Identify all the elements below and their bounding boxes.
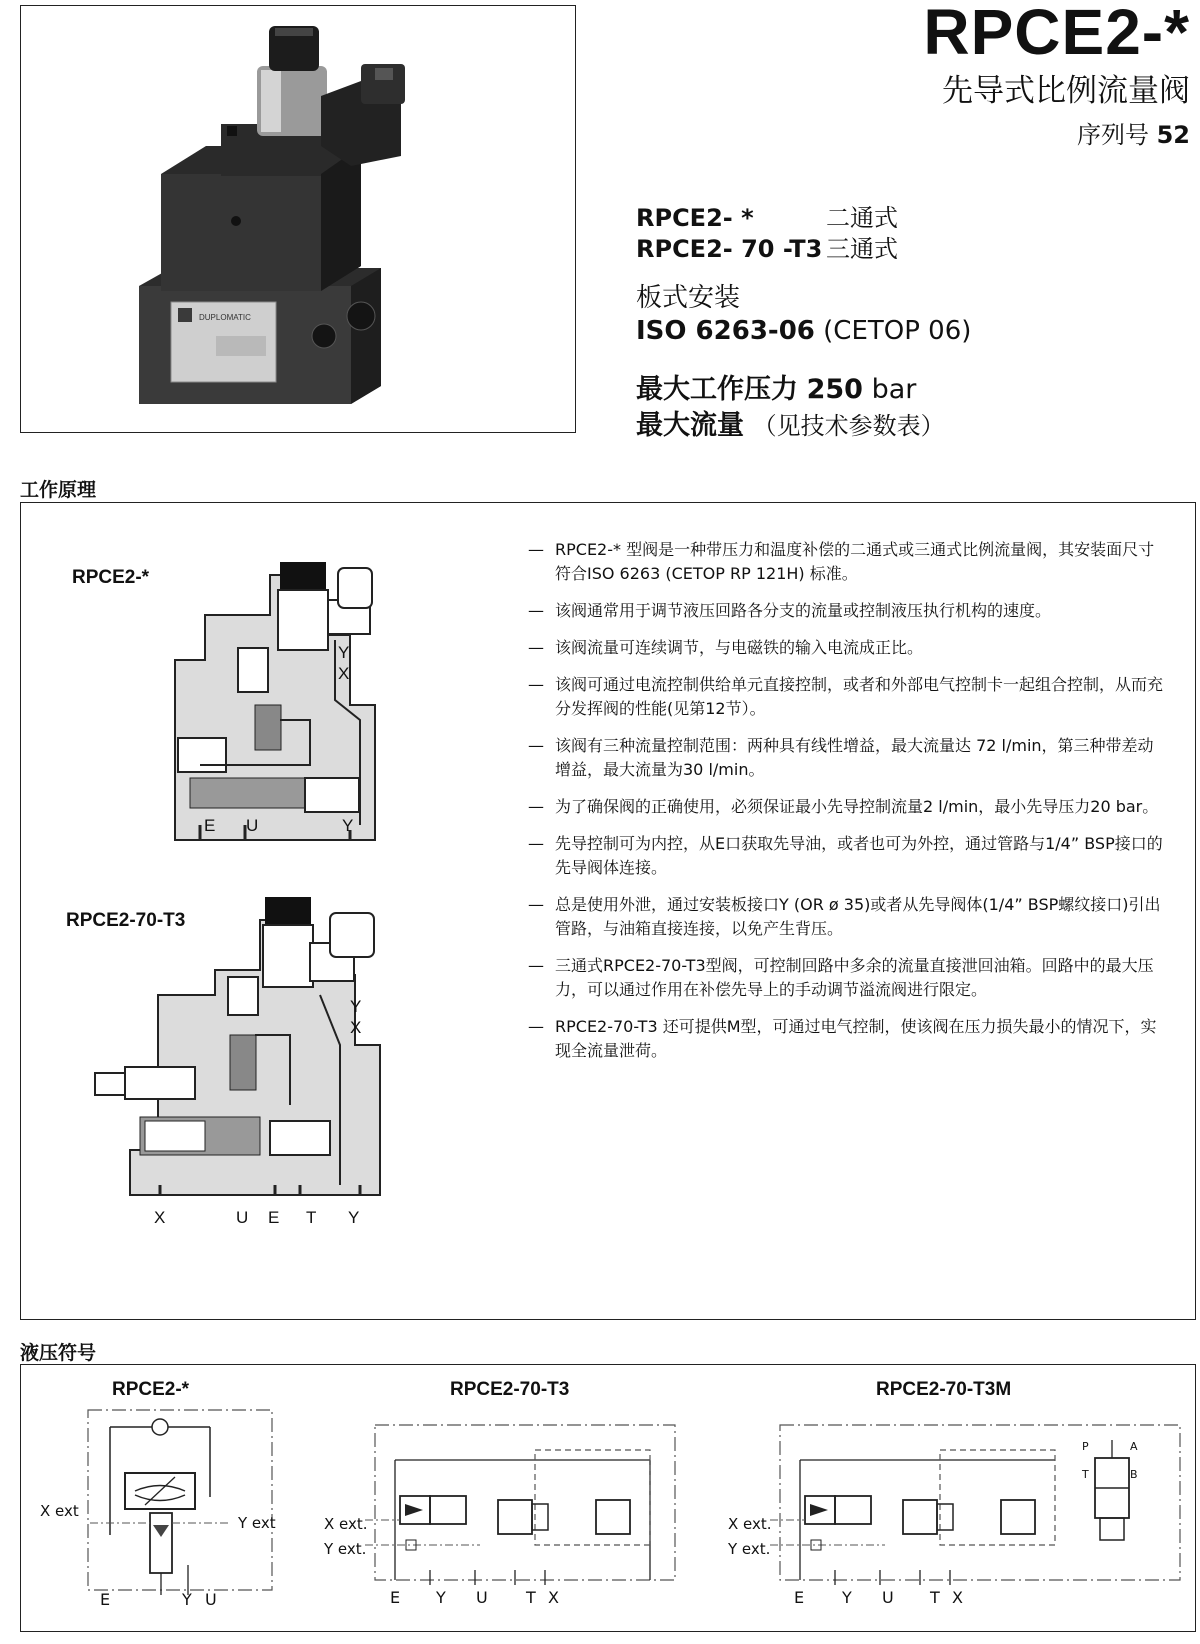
pressure-value: 250 <box>806 374 863 405</box>
principle-item: — RPCE2-* 型阀是一种带压力和温度补偿的二通式或三通式比例流量阀，其安装面尺寸符合ISO 6263 (CETOP RP 121H) 标准。 <box>528 538 1168 586</box>
variant-list <box>636 203 898 265</box>
series-number: 52 <box>1156 121 1190 149</box>
principle-item: — RPCE2-70-T3 还可提供M型，可通过电气控制，使该阀在压力损失最小的情况下，实现全流量泄荷。 <box>528 1015 1168 1063</box>
flow-label: 最大流量 <box>636 410 744 441</box>
symbol-label: X ext. <box>324 1515 368 1533</box>
symbol-port: U <box>476 1588 488 1607</box>
port-label: E <box>268 1208 280 1227</box>
symbol-port: E <box>100 1590 111 1609</box>
principle-item: — 该阀通常用于调节液压回路各分支的流量或控制液压执行机构的速度。 <box>528 599 1168 623</box>
principle-item: — 先导控制可为内控，从E口获取先导油，或者也可为外控，通过管路与1/4” BSP接口的先导阀体连接。 <box>528 832 1168 880</box>
valve-port: B <box>1130 1468 1138 1481</box>
product-photo-frame <box>20 5 576 433</box>
port-label: Y <box>350 997 362 1016</box>
mounting-block <box>636 282 971 348</box>
pressure-line <box>636 372 945 408</box>
symbol-port: E <box>390 1588 401 1607</box>
model-title: RPCE2-* <box>923 0 1190 68</box>
mounting-type: 板式安装 <box>636 283 741 313</box>
principle-item: — 该阀有三种流量控制范围：两种具有线性增益，最大流量达 72 l/min，第三种带差动增益，最大流量为30 l/min。 <box>528 734 1168 782</box>
symbol-port: T <box>526 1588 536 1607</box>
principle-item: — 三通式RPCE2-70-T3型阀，可控制回路中多余的流量直接泄回油箱。回路中的最大压力，可以通过作用在补偿先导上的手动调节溢流阀进行限定。 <box>528 954 1168 1002</box>
valve-port: P <box>1082 1440 1089 1453</box>
variant-row <box>636 203 898 234</box>
flow-note: （见技术参数表） <box>752 412 945 440</box>
variant-desc: 二通式 <box>826 204 898 232</box>
valve-port: A <box>1130 1440 1138 1453</box>
symbol-label: X ext. <box>728 1515 772 1533</box>
symbol-port: Y <box>436 1588 446 1607</box>
symbol-port: T <box>930 1588 940 1607</box>
symbol-title: RPCE2-70-T3 <box>450 1379 570 1400</box>
symbol-port: U <box>205 1590 217 1609</box>
valve-port: T <box>1082 1468 1089 1481</box>
symbol-two-way <box>40 1405 300 1605</box>
variant-desc: 三通式 <box>826 235 898 264</box>
principle-item: — 为了确保阀的正确使用，必须保证最小先导控制流量2 l/min，最小先导压力20 bar。 <box>528 795 1168 819</box>
symbol-port: X <box>548 1588 559 1607</box>
section-title-principle: 工作原理 <box>20 479 97 501</box>
symbol-label: X ext <box>40 1502 79 1520</box>
section-drawing-three-way <box>90 895 390 1205</box>
symbol-port: Y <box>842 1588 852 1607</box>
product-photo <box>21 6 574 431</box>
standard-line <box>636 315 971 348</box>
diagram-label-three-way: RPCE2-70-T3 <box>66 910 186 931</box>
variant-code: RPCE2- 70 -T3 <box>636 235 823 264</box>
variant-code: RPCE2- * <box>636 204 754 232</box>
variant-row <box>636 234 898 265</box>
section-title-symbols: 液压符号 <box>20 1342 97 1364</box>
symbol-label: Y ext <box>238 1514 276 1532</box>
symbol-title: RPCE2-* <box>112 1379 190 1400</box>
pressure-label: 最大工作压力 <box>636 374 798 405</box>
diagram-label-two-way: RPCE2-* <box>72 567 150 588</box>
symbol-port: E <box>794 1588 805 1607</box>
series-label: 序列号 <box>1076 121 1149 149</box>
pressure-unit: bar <box>871 374 917 405</box>
standard-code: ISO 6263-06 <box>636 316 815 346</box>
port-label: Y <box>338 643 350 662</box>
principle-item: — 该阀流量可连续调节，与电磁铁的输入电流成正比。 <box>528 636 1168 660</box>
principle-list <box>528 538 1168 1076</box>
port-label: X <box>154 1208 166 1227</box>
standard-cetop: (CETOP 06) <box>823 316 972 346</box>
symbol-label: Y ext. <box>728 1540 771 1558</box>
section-drawing-two-way <box>160 560 420 860</box>
nameplate-label: DUPLOMATIC <box>199 313 251 322</box>
symbol-port: Y <box>182 1590 192 1609</box>
symbol-label: Y ext. <box>324 1540 367 1558</box>
port-label: X <box>338 664 350 683</box>
principle-item: — 总是使用外泄，通过安装板接口Y (OR ø 35)或者从先导阀体(1/4” BSP螺纹接口)引出管路，与油箱直接连接，以免产生背压。 <box>528 893 1168 941</box>
symbol-title: RPCE2-70-T3M <box>876 1379 1012 1400</box>
symbol-three-way <box>320 1420 685 1590</box>
ratings-block <box>636 372 945 444</box>
symbol-port: U <box>882 1588 894 1607</box>
symbol-port: X <box>952 1588 963 1607</box>
product-subtitle: 先导式比例流量阀 <box>942 73 1190 109</box>
principle-item: — 该阀可通过电流控制供给单元直接控制，或者和外部电气控制卡一起组合控制，从而充分发挥阀的性能(见第12节）。 <box>528 673 1168 721</box>
port-label: X <box>350 1018 362 1037</box>
port-label: Y <box>342 816 354 835</box>
port-label: E <box>204 816 216 835</box>
port-label: Y <box>348 1208 360 1227</box>
port-label: U <box>236 1208 249 1227</box>
symbol-three-way-m <box>725 1420 1190 1590</box>
flow-line <box>636 408 945 444</box>
port-label: T <box>306 1208 317 1227</box>
port-label: U <box>246 816 259 835</box>
series-line <box>1077 115 1190 150</box>
